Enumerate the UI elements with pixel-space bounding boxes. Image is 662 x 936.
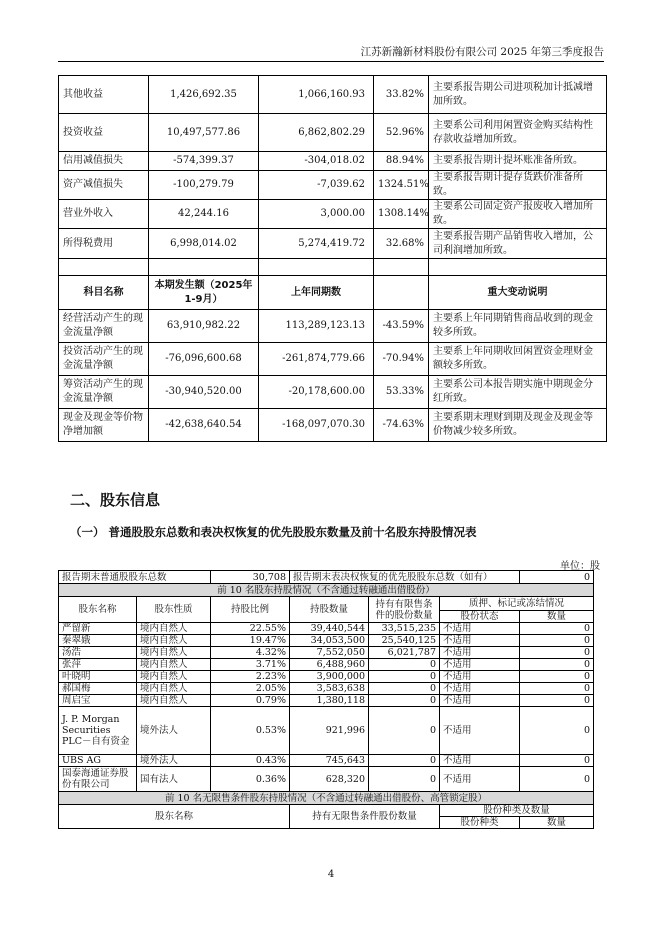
holder-qty: 3,900,000 [290, 671, 369, 683]
shareholder-row [59, 659, 594, 671]
item-cell: 筹资活动产生的现金流量净额 [59, 376, 149, 409]
holder-amount: 0 [520, 623, 594, 635]
holder-nature: 境内自然人 [137, 635, 211, 647]
current-cell: 42,244.16 [149, 200, 259, 229]
holder-restricted: 25,540,125 [369, 635, 440, 647]
shareholder-table [58, 570, 594, 829]
holder-name: 汤浩 [59, 647, 137, 659]
current-cell: -574,399.37 [149, 152, 259, 171]
summary-row [59, 571, 594, 584]
pct-cell: 1308.14% [374, 200, 429, 229]
holder-ratio: 2.23% [211, 671, 290, 683]
col-prior: 上年同期数 [259, 276, 374, 310]
change-explanation-table [58, 75, 607, 442]
blank-row [59, 259, 607, 276]
table-row [59, 114, 607, 152]
holder-status: 不适用 [440, 707, 520, 755]
pct-cell: -43.59% [374, 310, 429, 343]
holder-amount: 0 [520, 767, 594, 792]
col-header-row [59, 597, 594, 611]
holder-restricted: 0 [369, 767, 440, 792]
holder-nature: 境外法人 [137, 707, 211, 755]
section-subtitle: （一） 普通股股东总数和表决权恢复的优先股股东数量及前十名股东持股情况表 [70, 525, 477, 539]
holder-nature: 国有法人 [137, 767, 211, 792]
prior-cell: 113,289,123.13 [259, 310, 374, 343]
uhdr-amount: 数量 [520, 817, 594, 829]
pct-cell: -74.63% [374, 409, 429, 442]
shareholder-row [59, 767, 594, 792]
table-row [59, 409, 607, 442]
holder-name: J. P. Morgan Securities PLC－自有资金 [59, 707, 137, 755]
pct-cell: 32.68% [374, 229, 429, 259]
current-cell: -100,279.79 [149, 171, 259, 200]
hdr-qty: 持股数量 [290, 597, 369, 623]
shareholder-row [59, 683, 594, 695]
current-cell: 10,497,577.86 [149, 114, 259, 152]
reason-cell: 主要系公司本报告期实施中期现金分红所致。 [429, 376, 607, 409]
holder-status: 不适用 [440, 695, 520, 707]
holder-qty: 6,488,960 [290, 659, 369, 671]
pct-cell: 1324.51% [374, 171, 429, 200]
holder-restricted: 0 [369, 695, 440, 707]
col-current: 本期发生额（2025年1-9月） [149, 276, 259, 310]
item-cell: 经营活动产生的现金流量净额 [59, 310, 149, 343]
holder-restricted: 33,515,235 [369, 623, 440, 635]
total-holders-value: 30,708 [211, 571, 290, 584]
shareholder-row [59, 707, 594, 755]
table-row [59, 229, 607, 259]
hdr-amount: 数量 [520, 611, 594, 623]
reason-cell: 主要系报告期产品销售收入增加，公司利润增加所致。 [429, 229, 607, 259]
item-cell: 所得税费用 [59, 229, 149, 259]
prior-cell: 3,000.00 [259, 200, 374, 229]
holder-amount: 0 [520, 647, 594, 659]
holder-status: 不适用 [440, 647, 520, 659]
holder-name: 周启宝 [59, 695, 137, 707]
reason-cell: 主要系期末理财到期及现金及现金等价物减少较多所致。 [429, 409, 607, 442]
table-row [59, 310, 607, 343]
holder-status: 不适用 [440, 635, 520, 647]
holder-nature: 境内自然人 [137, 623, 211, 635]
unrestricted-header-row [59, 805, 594, 817]
reason-cell: 主要系公司固定资产报废收入增加所致。 [429, 200, 607, 229]
holder-ratio: 22.55% [211, 623, 290, 635]
holder-qty: 39,440,544 [290, 623, 369, 635]
item-cell: 信用减值损失 [59, 152, 149, 171]
holder-qty: 3,583,638 [290, 683, 369, 695]
item-cell: 其他收益 [59, 76, 149, 114]
prior-cell: -20,178,600.00 [259, 376, 374, 409]
holder-nature: 境内自然人 [137, 647, 211, 659]
hdr-pledge: 质押、标记或冻结情况 [440, 597, 594, 611]
shareholder-row [59, 623, 594, 635]
col-item: 科目名称 [59, 276, 149, 310]
prior-cell: -304,018.02 [259, 152, 374, 171]
shareholder-row [59, 635, 594, 647]
current-cell: 6,998,014.02 [149, 229, 259, 259]
holder-qty: 7,552,050 [290, 647, 369, 659]
holder-amount: 0 [520, 755, 594, 767]
pct-cell: 33.82% [374, 76, 429, 114]
current-cell: -42,638,640.54 [149, 409, 259, 442]
holder-status: 不适用 [440, 623, 520, 635]
holder-nature: 境外法人 [137, 755, 211, 767]
reason-cell: 主要系报告期计提坏账准备所致。 [429, 152, 607, 171]
page-number: 4 [327, 869, 335, 880]
prior-cell: -168,097,070.30 [259, 409, 374, 442]
prior-cell: -7,039.62 [259, 171, 374, 200]
holder-restricted: 0 [369, 659, 440, 671]
holder-amount: 0 [520, 695, 594, 707]
reason-cell: 主要系报告期公司进项税加计抵减增加所致。 [429, 76, 607, 114]
shareholder-row [59, 755, 594, 767]
page-header-title: 江苏新瀚新材料股份有限公司 2025 年第三季度报告 [360, 46, 604, 58]
reason-cell: 主要系上年同期收回闲置资金理财金额较多所致。 [429, 343, 607, 376]
header-rule [58, 61, 604, 62]
unrestricted-title: 前 10 名无限售条件股东持股情况（不含通过转融通出借股份、高管锁定股） [59, 792, 594, 805]
current-cell: 63,910,982.22 [149, 310, 259, 343]
holder-name: 秦翠娥 [59, 635, 137, 647]
holder-status: 不适用 [440, 683, 520, 695]
item-cell: 现金及现金等价物净增加额 [59, 409, 149, 442]
uhdr-kind: 股份种类 [440, 817, 520, 829]
total-holders-label: 报告期末普通股股东总数 [59, 571, 211, 584]
holder-qty: 921,996 [290, 707, 369, 755]
holder-status: 不适用 [440, 659, 520, 671]
prior-cell: -261,874,779.66 [259, 343, 374, 376]
table-row [59, 343, 607, 376]
unit-label: 单位：股 [560, 561, 600, 572]
holder-ratio: 4.32% [211, 647, 290, 659]
pct-cell: 53.33% [374, 376, 429, 409]
table-row [59, 200, 607, 229]
holder-status: 不适用 [440, 755, 520, 767]
holder-nature: 境内自然人 [137, 659, 211, 671]
holder-nature: 境内自然人 [137, 683, 211, 695]
pref-holders-value: 0 [520, 571, 594, 584]
col-reason: 重大变动说明 [429, 276, 607, 310]
pct-cell: 52.96% [374, 114, 429, 152]
hdr-status: 股份状态 [440, 611, 520, 623]
holder-amount: 0 [520, 683, 594, 695]
holder-restricted: 6,021,787 [369, 647, 440, 659]
holder-nature: 境内自然人 [137, 695, 211, 707]
holder-ratio: 0.53% [211, 707, 290, 755]
table-row [59, 76, 607, 114]
col-pct [374, 276, 429, 310]
table-header-row [59, 276, 607, 310]
shareholder-row [59, 695, 594, 707]
item-cell: 营业外收入 [59, 200, 149, 229]
pref-holders-label: 报告期末表决权恢复的优先股股东总数（如有） [290, 571, 520, 584]
prior-cell: 5,274,419.72 [259, 229, 374, 259]
reason-cell: 主要系报告期计提存货跌价准备所致。 [429, 171, 607, 200]
current-cell: -30,940,520.00 [149, 376, 259, 409]
holder-amount: 0 [520, 707, 594, 755]
holder-restricted: 0 [369, 707, 440, 755]
prior-cell: 6,862,802.29 [259, 114, 374, 152]
uhdr-name: 股东名称 [59, 805, 290, 829]
reason-cell: 主要系上年同期销售商品收到的现金较多所致。 [429, 310, 607, 343]
holder-qty: 1,380,118 [290, 695, 369, 707]
holder-ratio: 19.47% [211, 635, 290, 647]
holder-ratio: 3.71% [211, 659, 290, 671]
holder-amount: 0 [520, 635, 594, 647]
holder-restricted: 0 [369, 683, 440, 695]
pct-cell: -70.94% [374, 343, 429, 376]
item-cell: 投资活动产生的现金流量净额 [59, 343, 149, 376]
holder-name: UBS AG [59, 755, 137, 767]
table-row [59, 376, 607, 409]
shareholder-row [59, 671, 594, 683]
section-title: 二、股东信息 [70, 491, 161, 509]
holder-name: 严留新 [59, 623, 137, 635]
holder-restricted: 0 [369, 671, 440, 683]
holder-name: 张萍 [59, 659, 137, 671]
table-row [59, 171, 607, 200]
holder-status: 不适用 [440, 671, 520, 683]
holder-name: 郝国梅 [59, 683, 137, 695]
hdr-nature: 股东性质 [137, 597, 211, 623]
holder-qty: 34,053,500 [290, 635, 369, 647]
holder-ratio: 0.43% [211, 755, 290, 767]
hdr-name: 股东名称 [59, 597, 137, 623]
current-cell: -76,096,600.68 [149, 343, 259, 376]
reason-cell: 主要系公司利用闲置资金购买结构性存款收益增加所致。 [429, 114, 607, 152]
hdr-restricted: 持有有限售条件的股份数量 [369, 597, 440, 623]
holder-ratio: 2.05% [211, 683, 290, 695]
holder-amount: 0 [520, 659, 594, 671]
holder-ratio: 0.36% [211, 767, 290, 792]
current-cell: 1,426,692.35 [149, 76, 259, 114]
holder-name: 叶晓明 [59, 671, 137, 683]
holder-restricted: 0 [369, 755, 440, 767]
top10-title: 前 10 名股东持股情况（不含通过转融通出借股份） [59, 584, 594, 597]
holder-amount: 0 [520, 671, 594, 683]
uhdr-kind-qty: 股份种类及数量 [440, 805, 594, 817]
holder-nature: 境内自然人 [137, 671, 211, 683]
holder-qty: 745,643 [290, 755, 369, 767]
holder-ratio: 0.79% [211, 695, 290, 707]
prior-cell: 1,066,160.93 [259, 76, 374, 114]
uhdr-qty: 持有无限售条件股份数量 [290, 805, 440, 829]
holder-status: 不适用 [440, 767, 520, 792]
holder-name: 国泰海通证券股份有限公司 [59, 767, 137, 792]
item-cell: 投资收益 [59, 114, 149, 152]
table-row [59, 152, 607, 171]
hdr-ratio: 持股比例 [211, 597, 290, 623]
item-cell: 资产减值损失 [59, 171, 149, 200]
pct-cell: 88.94% [374, 152, 429, 171]
shareholder-row [59, 647, 594, 659]
holder-qty: 628,320 [290, 767, 369, 792]
